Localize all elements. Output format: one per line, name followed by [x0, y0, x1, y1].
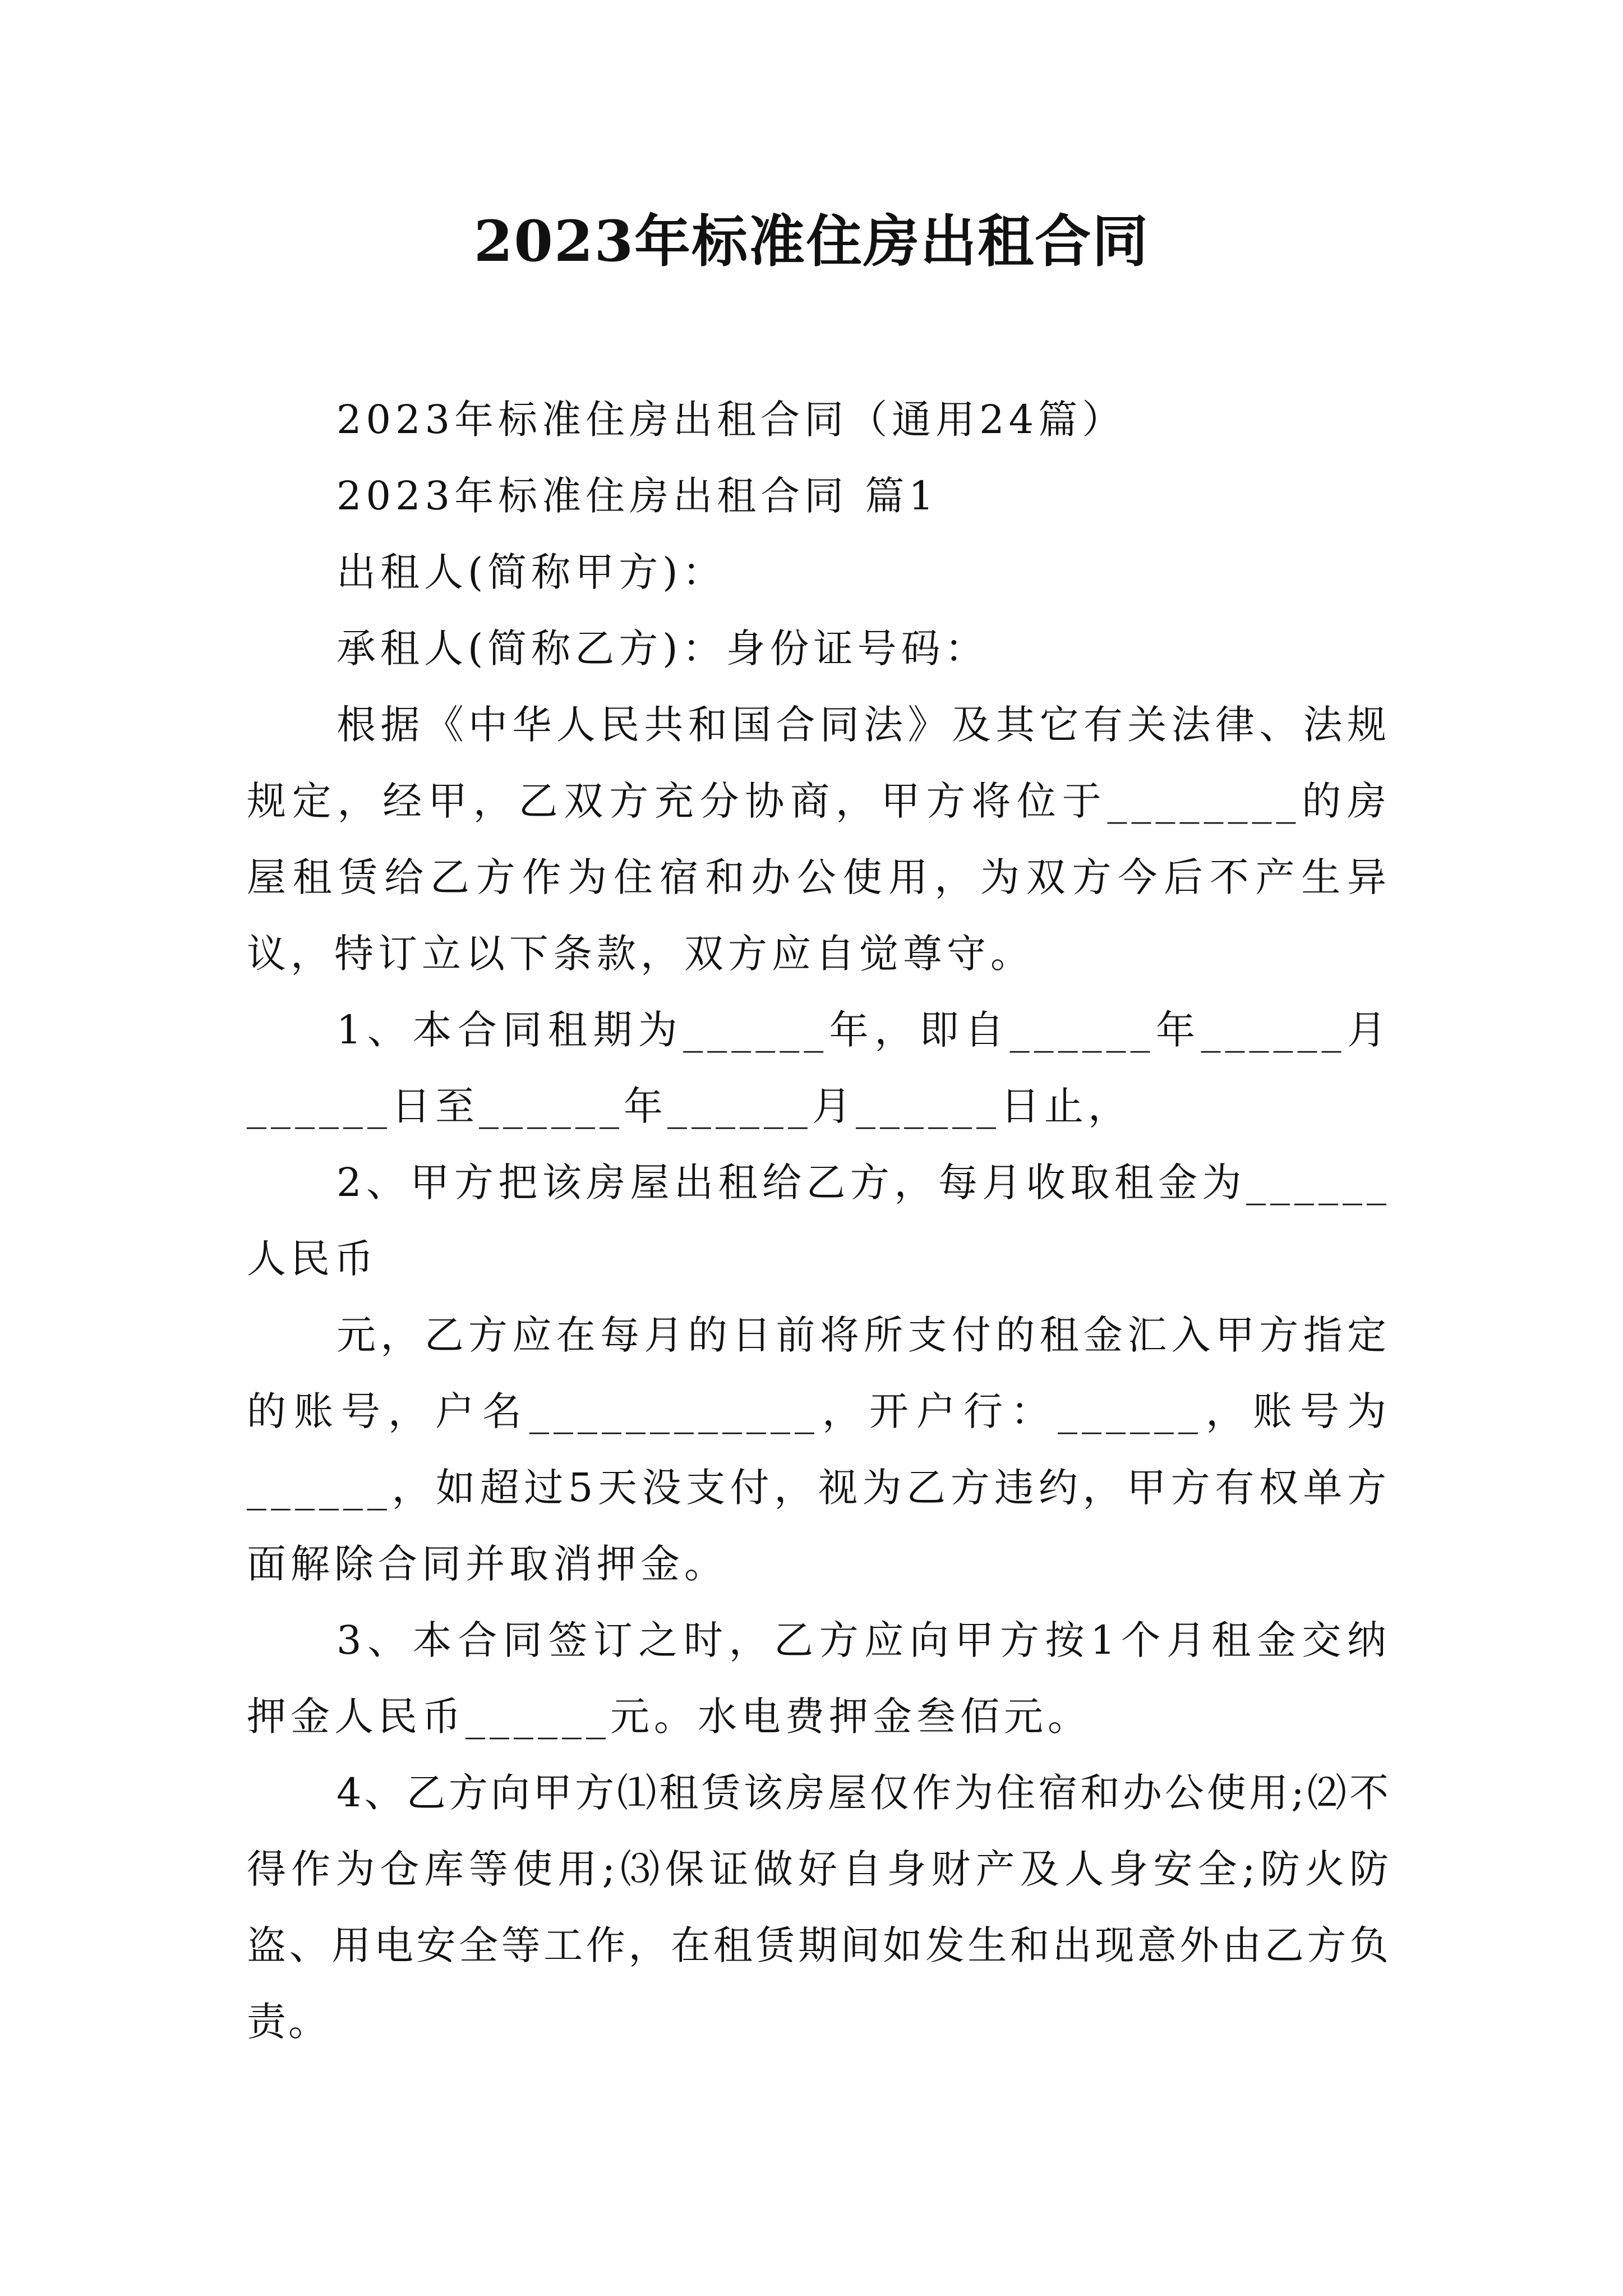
paragraph-clause-4: 4、乙方向甲方⑴租赁该房屋仅作为住宿和办公使用;⑵不得作为仓库等使用;⑶保证做好自身财产及人身安全;防火防盗、用电安全等工作，在租赁期间如发生和出现意外由乙方负责。 — [247, 1770, 1391, 2045]
paragraph-clause-2: 2、甲方把该房屋出租给乙方，每月收取租金为______人民币 — [247, 1159, 1391, 1282]
paragraph-lessor: 出租人(简称甲方)： — [336, 549, 726, 595]
paragraph-lessee: 承租人(简称乙方)：身份证号码： — [336, 625, 989, 671]
paragraph-preamble: 根据《中华人民共和国合同法》及其它有关法律、法规规定，经甲，乙双方充分协商，甲方将位于________的房屋租赁给乙方作为住宿和办公使用，为双方今后不产生异议，特订立以下条款，双方应自觉尊守。 — [247, 702, 1391, 977]
paragraph-section-heading: 2023年标准住房出租合同 篇1 — [336, 473, 938, 519]
paragraph-subtitle: 2023年标准住房出租合同（通用24篇） — [336, 397, 1126, 443]
document-body — [247, 381, 1391, 2060]
paragraph-clause-3: 3、本合同签订之时，乙方应向甲方按1个月租金交纳押金人民币______元。水电费押金叁佰元。 — [247, 1617, 1391, 1740]
document-title: 2023年标准住房出租合同 — [473, 208, 1150, 274]
paragraph-clause-2-continued: 元，乙方应在每月的日前将所支付的租金汇入甲方指定的账号，户名____________，开户行：______，账号为______，如超过5天没支付，视为乙方违约，甲方有权单方面解除合同并取消押金。 — [247, 1312, 1391, 1587]
paragraph-clause-1: 1、本合同租期为______年，即自______年______月______日至______年______月______日止， — [247, 1007, 1391, 1129]
